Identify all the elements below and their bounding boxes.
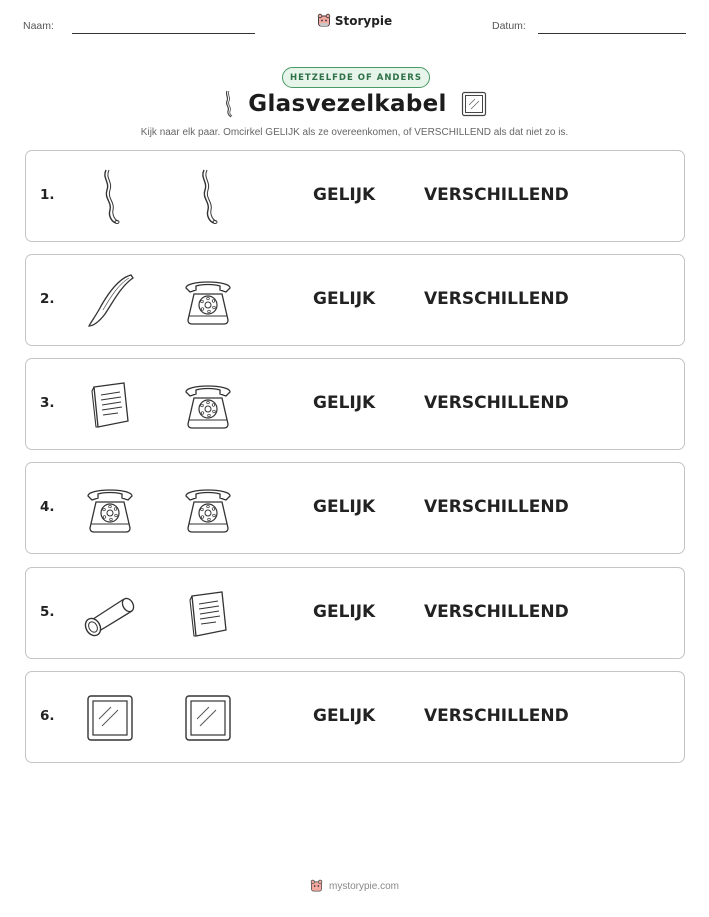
storypie-mascot-icon: [317, 13, 331, 28]
glass-square-icon: [80, 688, 140, 748]
page-title: Glasvezelkabel: [248, 91, 447, 117]
telephone-icon: [178, 375, 238, 435]
instructions: Kijk naar elk paar. Omcirkel GELIJK als ze overeenkomen, of VERSCHILLEND als dat niet zo is.: [140, 127, 569, 138]
question-number: 3.: [40, 395, 55, 411]
question-row: [25, 150, 685, 242]
cable-tube-icon: [80, 584, 140, 644]
telephone-icon: [178, 479, 238, 539]
option-same[interactable]: GELIJK: [313, 393, 376, 413]
glass-square-icon: [178, 688, 238, 748]
question-row: [25, 462, 685, 554]
storypie-mascot-icon: [310, 879, 323, 893]
name-label: Naam:: [23, 20, 54, 32]
option-different[interactable]: VERSCHILLEND: [424, 393, 569, 413]
option-different[interactable]: VERSCHILLEND: [424, 289, 569, 309]
option-different[interactable]: VERSCHILLEND: [424, 185, 569, 205]
glass-square-icon: [461, 91, 487, 117]
option-same[interactable]: GELIJK: [313, 185, 376, 205]
question-number: 2.: [40, 291, 55, 307]
footer: [0, 879, 709, 893]
option-different[interactable]: VERSCHILLEND: [424, 602, 569, 622]
option-same[interactable]: GELIJK: [313, 497, 376, 517]
question-row: [25, 254, 685, 346]
footer-url[interactable]: mystorypie.com: [328, 880, 399, 892]
question-row: [25, 358, 685, 450]
fiber-cable-icon: [222, 90, 234, 118]
brand-logo: [0, 13, 709, 28]
date-line[interactable]: [538, 33, 686, 34]
fiber-cable-icon: [80, 167, 140, 227]
booklet-icon: [80, 375, 140, 435]
telephone-icon: [178, 271, 238, 331]
fiber-cable-icon: [178, 167, 238, 227]
date-label: Datum:: [492, 20, 526, 32]
booklet-icon: [178, 584, 238, 644]
question-row: [25, 671, 685, 763]
option-same[interactable]: GELIJK: [313, 289, 376, 309]
option-same[interactable]: GELIJK: [313, 706, 376, 726]
option-different[interactable]: VERSCHILLEND: [424, 706, 569, 726]
question-number: 4.: [40, 499, 55, 515]
option-same[interactable]: GELIJK: [313, 602, 376, 622]
name-line[interactable]: [72, 33, 255, 34]
question-row: [25, 567, 685, 659]
brand-name: Storypie: [334, 13, 393, 28]
telephone-icon: [80, 479, 140, 539]
question-number: 6.: [40, 708, 55, 724]
question-number: 5.: [40, 604, 55, 620]
fiber-strand-icon: [80, 271, 140, 331]
category-badge: HETZELFDE OF ANDERS: [282, 67, 430, 88]
option-different[interactable]: VERSCHILLEND: [424, 497, 569, 517]
question-number: 1.: [40, 187, 55, 203]
